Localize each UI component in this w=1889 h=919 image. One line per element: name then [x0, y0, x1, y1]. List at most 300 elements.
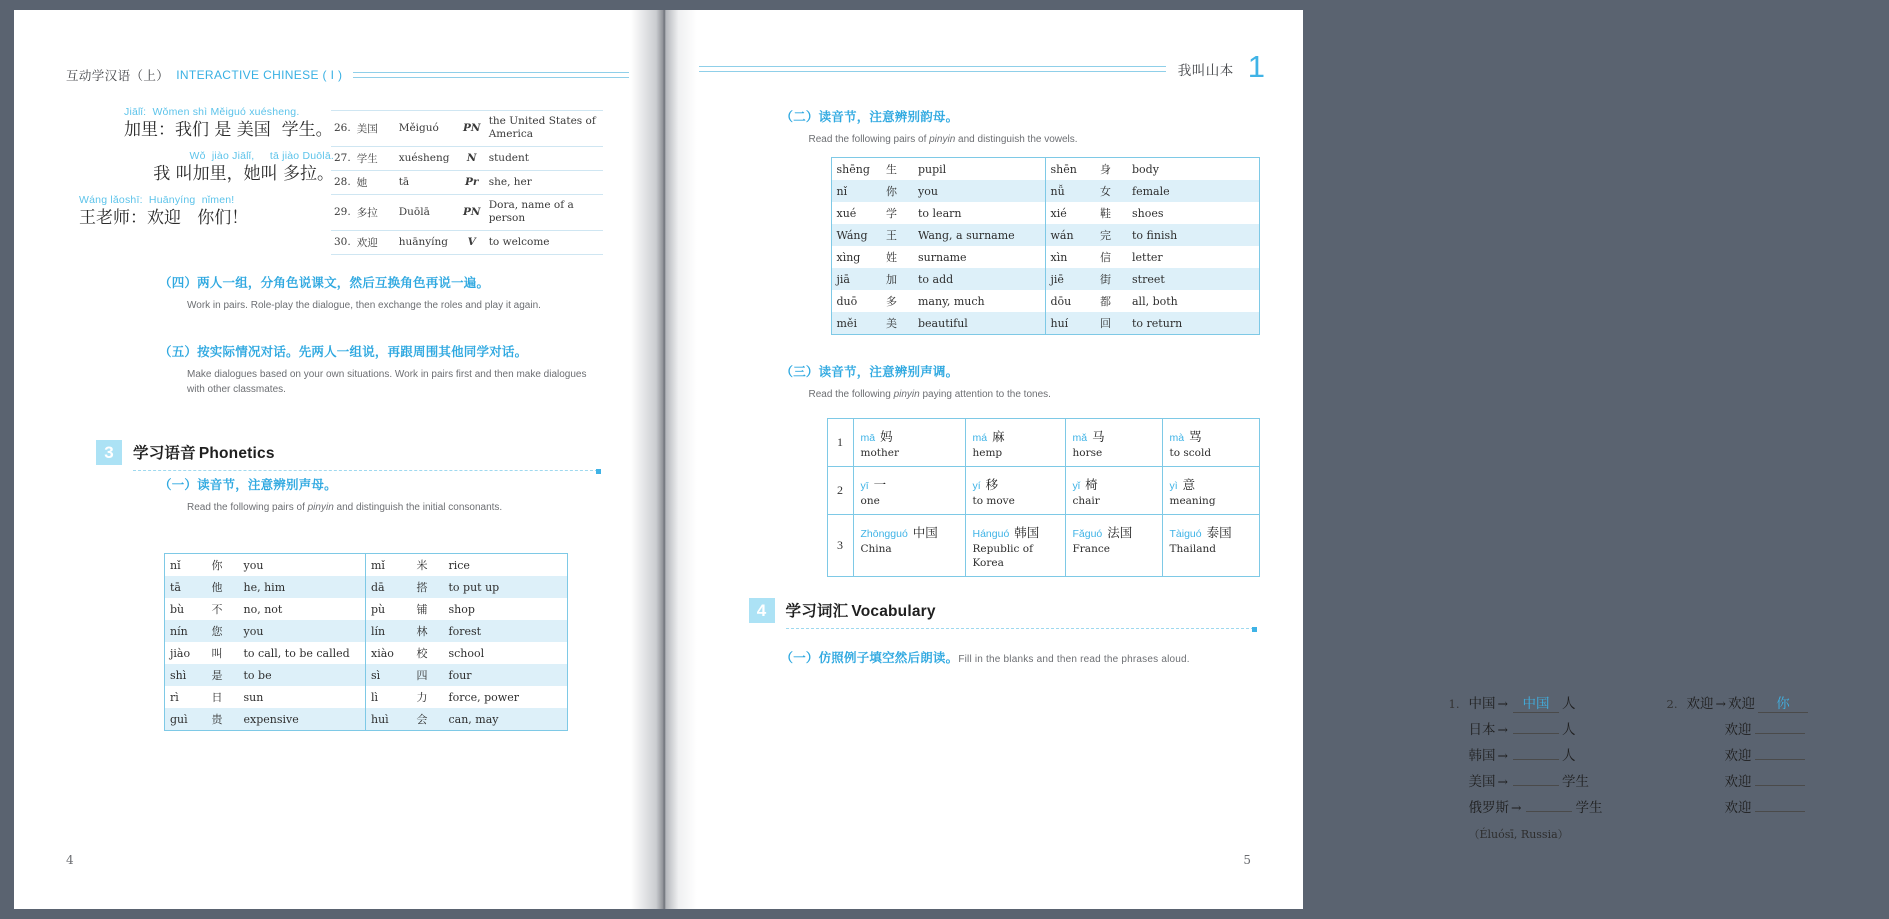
cell-english: to call, to be called	[243, 646, 350, 660]
vocabulary-table	[331, 110, 603, 255]
cell-chinese: 会	[416, 713, 428, 726]
table-row	[827, 419, 1259, 467]
tone-english: France	[1072, 543, 1110, 556]
fill-blank[interactable]	[1513, 733, 1559, 734]
tone-cell	[965, 419, 1065, 467]
table-row	[831, 312, 1259, 335]
list-item	[1667, 796, 1811, 822]
vocab-number: 27.	[331, 146, 354, 170]
tone-english: one	[860, 494, 880, 507]
vocab-english: student	[486, 146, 603, 170]
dialogue-line	[79, 194, 334, 230]
vocab-word: 她	[354, 170, 396, 194]
fill-column-one	[1449, 692, 1667, 842]
cell-english: letter	[1132, 250, 1163, 264]
cell-english: to be	[243, 668, 272, 682]
tone-pinyin: Tàiguó	[1169, 528, 1202, 541]
vocab-word: 学生	[354, 146, 396, 170]
header-rule	[353, 72, 628, 78]
exercise-four	[159, 274, 584, 313]
tone-cell	[1065, 515, 1162, 577]
exercise-two	[781, 108, 1251, 147]
fill-word: 俄罗斯	[1468, 800, 1509, 816]
table-row	[165, 554, 568, 577]
cell-english: beautiful	[918, 316, 968, 330]
fill-blank[interactable]	[1755, 733, 1805, 734]
arrow-icon: →	[1497, 774, 1508, 789]
vocab-english: she, her	[486, 170, 603, 194]
table-row	[331, 194, 603, 230]
vowel-table	[831, 157, 1260, 335]
cell-chinese: 都	[1100, 295, 1111, 308]
ex2-en-pre: Read the following pairs of	[808, 133, 930, 145]
exercise-three-label-en	[809, 387, 1251, 403]
cell-pinyin: tā	[170, 580, 181, 594]
cell-pinyin: lín	[366, 620, 412, 642]
cell-chinese: 姓	[886, 251, 897, 264]
fill-tail: 人	[1561, 696, 1576, 712]
arrow-icon: →	[1497, 748, 1508, 763]
section-four-title-en: Vocabulary	[851, 603, 936, 620]
cell-pinyin: duō	[836, 294, 858, 308]
table-row	[331, 111, 603, 147]
chapter-number: 1	[1247, 48, 1265, 84]
cell-english: sun	[243, 690, 264, 704]
cell-english: forest	[448, 624, 482, 638]
fill-index: 1.	[1448, 697, 1460, 711]
table-row	[165, 664, 568, 686]
vocab-pinyin: xuésheng	[396, 146, 458, 170]
tone-pinyin: mà	[1169, 432, 1185, 444]
cell-chinese: 你	[211, 559, 223, 572]
tone-cell	[965, 467, 1065, 515]
cell-chinese: 林	[416, 625, 428, 638]
tone-english: chair	[1072, 494, 1100, 507]
section-four-badge: 4	[749, 598, 775, 623]
cell-english: rice	[448, 558, 470, 572]
cell-english: many, much	[918, 294, 985, 308]
cell-chinese: 米	[416, 559, 428, 572]
vocab-number: 30.	[331, 230, 354, 254]
tone-english: Thailand	[1169, 543, 1216, 556]
ex1-en-post: and distinguish the initial consonants.	[333, 501, 503, 513]
list-item	[1449, 692, 1667, 718]
table-row	[831, 180, 1259, 202]
ex3-en-italic: pinyin	[893, 388, 920, 400]
exercise-four-label-cn: （四）两人一组，分角色说课文，然后互换角色再说一遍。	[159, 276, 490, 290]
cell-chinese: 完	[1100, 229, 1111, 242]
tone-chinese: 妈	[880, 429, 893, 444]
dialogue-pinyin: Jiālǐ: Wǒmen shì Měiguó xuésheng.	[124, 106, 300, 118]
cell-english: four	[448, 668, 472, 682]
tone-cell	[1065, 467, 1162, 515]
tone-english: Republic of Korea	[972, 543, 1033, 569]
table-row	[165, 686, 568, 708]
chapter-title-cn: 我叫山本	[1177, 63, 1234, 78]
list-item	[1667, 692, 1811, 718]
tone-chinese: 意	[1182, 477, 1196, 493]
cell-pinyin: Wáng	[836, 228, 868, 242]
fill-tail: 学生	[1575, 800, 1603, 816]
table-row	[827, 467, 1259, 515]
tone-chinese: 韩国	[1014, 525, 1040, 541]
vocab-english: the United States of America	[486, 111, 603, 147]
cell-pinyin: jiào	[170, 646, 191, 660]
cell-pinyin: xìng	[836, 250, 861, 264]
fill-word: 美国	[1468, 774, 1496, 790]
list-item	[1449, 770, 1667, 796]
tone-cell	[1162, 419, 1259, 467]
dialogue-chinese: 加里：我们 是 美国 学生。	[124, 120, 333, 141]
cell-chinese: 力	[416, 691, 428, 704]
exercise-five	[159, 343, 589, 398]
vocab-word: 美国	[354, 111, 396, 147]
tone-chinese: 麻	[992, 429, 1005, 444]
cell-english: to put up	[448, 580, 500, 594]
page-number-left: 4	[66, 853, 74, 867]
exercise-five-label-cn: （五）按实际情况对话。先两人一组说，再跟周围其他同学对话。	[159, 345, 528, 359]
consonant-table	[164, 553, 568, 731]
dialogue-line	[124, 106, 334, 142]
tone-table	[827, 418, 1260, 577]
section-four-title-cn: 学习词汇	[785, 603, 849, 620]
vocab-pos: V	[458, 230, 486, 254]
cell-chinese: 美	[886, 317, 897, 330]
fill-in-exercise	[1449, 692, 1889, 842]
cell-pinyin: shēng	[836, 162, 870, 176]
fill-word: 中国	[1468, 696, 1496, 712]
cell-english: street	[1132, 272, 1165, 286]
table-row	[831, 158, 1259, 181]
tone-chinese: 一	[873, 477, 887, 493]
tone-chinese: 法国	[1107, 525, 1133, 541]
table-row	[331, 170, 603, 194]
cell-chinese: 校	[416, 647, 428, 660]
exercise-one-label-cn: （一）读音节，注意辨别声母。	[159, 478, 337, 492]
cell-pinyin: mǐ	[366, 554, 412, 577]
cell-english: school	[448, 646, 485, 660]
section-three-title	[133, 441, 598, 463]
cell-english: to finish	[1132, 228, 1178, 242]
exercise-vocab-one-label	[781, 649, 1261, 668]
tone-row-number: 3	[827, 515, 853, 577]
fill-tail: 欢迎	[1727, 696, 1755, 712]
fill-index: 2.	[1666, 697, 1678, 711]
cell-pinyin: rì	[170, 690, 179, 704]
fill-tail: 欢迎	[1724, 800, 1752, 816]
book-title-en: INTERACTIVE CHINESE ( I )	[176, 68, 343, 82]
list-item	[1449, 718, 1667, 744]
tone-english: horse	[1072, 446, 1103, 459]
list-item	[1667, 770, 1811, 796]
vocab-pinyin: huānyíng	[396, 230, 458, 254]
section-three-rule	[133, 470, 598, 471]
table-row	[831, 202, 1259, 224]
cell-chinese: 四	[416, 669, 428, 682]
list-item	[1667, 744, 1811, 770]
cell-pinyin: měi	[836, 316, 857, 330]
table-row	[331, 230, 603, 254]
list-item	[1449, 796, 1667, 822]
cell-chinese: 多	[886, 295, 897, 308]
cell-chinese: 您	[211, 625, 223, 638]
tone-row-number: 1	[827, 419, 853, 467]
vocab-number: 28.	[331, 170, 354, 194]
ex2-en-post: and distinguish the vowels.	[955, 133, 1078, 145]
cell-pinyin: nín	[170, 624, 188, 638]
cell-chinese: 贵	[211, 713, 223, 726]
vocab-pinyin: Měiguó	[396, 111, 458, 147]
cell-english: body	[1132, 162, 1159, 176]
fill-blank[interactable]: 中国	[1513, 692, 1559, 713]
table-row	[165, 642, 568, 664]
cell-pinyin: sì	[366, 664, 412, 686]
tone-cell	[965, 515, 1065, 577]
vocab-english: to welcome	[486, 230, 603, 254]
cell-pinyin: dā	[366, 576, 412, 598]
header-rule	[699, 66, 1166, 72]
tone-pinyin: yì	[1169, 480, 1178, 493]
tone-english: to scold	[1169, 446, 1212, 459]
right-page	[659, 10, 1790, 909]
vocab-pos: PN	[458, 194, 486, 230]
tone-pinyin: má	[972, 432, 988, 444]
exercise-two-label-en	[809, 132, 1251, 148]
table-row	[831, 246, 1259, 268]
cell-english: shop	[448, 602, 475, 616]
section-three-heading	[96, 440, 598, 471]
tone-chinese: 移	[985, 477, 999, 493]
table-row	[831, 224, 1259, 246]
ex2-en-italic: pinyin	[929, 133, 956, 145]
tone-pinyin: yī	[860, 480, 869, 493]
tone-pinyin: Hánguó	[972, 528, 1010, 541]
cell-english: pupil	[918, 162, 947, 176]
tone-row-number: 2	[827, 467, 853, 515]
tone-cell	[853, 515, 965, 577]
cell-chinese: 他	[211, 581, 223, 594]
cell-english: to return	[1132, 316, 1183, 330]
tone-pinyin: Zhōngguó	[860, 528, 908, 541]
cell-chinese: 搭	[416, 581, 428, 594]
table-row	[165, 708, 568, 731]
tone-pinyin: mā	[860, 432, 876, 444]
cell-pinyin: shì	[170, 668, 187, 682]
fill-tail: 人	[1561, 722, 1576, 738]
list-item	[1449, 744, 1667, 770]
table-row	[827, 515, 1259, 577]
cell-chinese: 铺	[416, 603, 428, 616]
cell-english: no, not	[243, 602, 283, 616]
cell-chinese: 回	[1100, 317, 1111, 330]
fill-tail: 欢迎	[1724, 748, 1752, 764]
ex1-en-pre: Read the following pairs of	[187, 501, 308, 513]
dialogue-pinyin: Wǒ jiào Jiālǐ, tā jiào Duōlā.	[189, 150, 334, 163]
exercise-four-label-en: Work in pairs. Role-play the dialogue, then exchange the roles and play it again.	[187, 299, 541, 311]
fill-blank[interactable]: 你	[1758, 692, 1808, 713]
cell-pinyin: nǚ	[1045, 180, 1095, 202]
fill-blank[interactable]	[1513, 785, 1559, 786]
vocab-pinyin: tā	[396, 170, 458, 194]
tone-pinyin: Fǎguó	[1072, 528, 1103, 541]
cell-pinyin: shēn	[1045, 158, 1095, 181]
section-four-rule	[786, 628, 1254, 629]
cell-chinese: 信	[1100, 251, 1111, 264]
book-title-cn: 互动学汉语（上）	[66, 69, 170, 83]
cell-chinese: 学	[886, 207, 897, 220]
cell-english: he, him	[243, 580, 286, 594]
vocab-number: 29.	[331, 194, 354, 230]
fill-note: （Éluósī, Russia）	[1468, 828, 1569, 841]
table-row	[165, 620, 568, 642]
table-row	[831, 290, 1259, 312]
cell-english: you	[243, 558, 264, 572]
fill-tail: 学生	[1561, 774, 1589, 790]
fill-tail: 欢迎	[1724, 722, 1752, 738]
left-page-header	[66, 62, 629, 88]
fill-blank[interactable]	[1755, 785, 1805, 786]
vocab-word: 多拉	[354, 194, 396, 230]
cell-pinyin: guì	[170, 712, 188, 726]
cell-pinyin: huí	[1045, 312, 1095, 335]
ex3-en-pre: Read the following	[808, 388, 894, 400]
cell-english: you	[918, 184, 938, 198]
vocab-english: Dora, name of a person	[486, 194, 603, 230]
dialogue-block	[79, 106, 334, 231]
vocab-ex-cn: （一）仿照例子填空然后朗读。	[780, 651, 959, 665]
cell-pinyin: bù	[170, 602, 185, 616]
list-item	[1667, 718, 1811, 744]
table-row	[165, 576, 568, 598]
cell-pinyin: lì	[366, 686, 412, 708]
exercise-five-label-en: Make dialogues based on your own situations. Work in pairs first and then make dialogues with other classmates.	[187, 368, 587, 396]
cell-pinyin: nǐ	[836, 184, 848, 198]
table-row	[165, 598, 568, 620]
arrow-icon: →	[1497, 696, 1508, 711]
fill-blank[interactable]	[1755, 759, 1805, 760]
tone-cell	[1065, 419, 1162, 467]
cell-chinese: 身	[1100, 163, 1111, 176]
section-three-badge: 3	[96, 440, 122, 465]
exercise-three-label-cn: （三）读音节，注意辨别声调。	[780, 365, 959, 379]
fill-blank[interactable]	[1526, 811, 1572, 812]
tone-pinyin: yí	[972, 480, 981, 493]
vocab-pos: Pr	[458, 170, 486, 194]
tone-chinese: 马	[1092, 429, 1105, 444]
vocab-number: 26.	[331, 111, 354, 147]
cell-english: all, both	[1132, 294, 1178, 308]
tone-english: mother	[860, 446, 899, 459]
book-spread	[14, 10, 1790, 909]
cell-english: to add	[918, 272, 954, 286]
tone-cell	[853, 467, 965, 515]
section-three-title-en: Phonetics	[198, 445, 275, 462]
cell-english: force, power	[448, 690, 519, 704]
cell-english: can, may	[448, 712, 499, 726]
tone-cell	[853, 419, 965, 467]
arrow-icon: →	[1497, 722, 1508, 737]
cell-chinese: 王	[886, 229, 897, 242]
cell-pinyin: wán	[1045, 224, 1095, 246]
exercise-one-label-en	[187, 500, 589, 516]
dialogue-chinese: 我 叫加里，她叫 多拉。	[153, 164, 334, 185]
cell-chinese: 你	[886, 185, 897, 198]
vocab-pos: PN	[458, 111, 486, 147]
cell-pinyin: xué	[836, 206, 857, 220]
section-three-title-cn: 学习语音	[133, 445, 196, 462]
cell-pinyin: xié	[1045, 202, 1095, 224]
ex1-en-italic: pinyin	[307, 501, 334, 513]
vocab-word: 欢迎	[354, 230, 396, 254]
cell-english: female	[1132, 184, 1170, 198]
exercise-one	[159, 476, 589, 515]
dialogue-pinyin: Wáng lǎoshī: Huānyíng nǐmen!	[79, 194, 235, 207]
cell-pinyin: jiā	[836, 272, 850, 286]
cell-pinyin: huì	[366, 708, 412, 731]
fill-blank[interactable]	[1513, 759, 1559, 760]
cell-chinese: 是	[211, 669, 223, 682]
cell-pinyin: xìn	[1045, 246, 1095, 268]
fill-tail: 欢迎	[1724, 774, 1752, 790]
cell-english: Wang, a surname	[918, 228, 1015, 242]
tone-cell	[1162, 515, 1259, 577]
fill-word: 韩国	[1468, 748, 1496, 764]
cell-chinese: 叫	[211, 647, 223, 660]
cell-chinese: 生	[886, 163, 897, 176]
cell-pinyin: pù	[366, 598, 412, 620]
fill-column-two	[1667, 692, 1811, 842]
right-page-header	[699, 48, 1266, 90]
cell-pinyin: jiē	[1045, 268, 1095, 290]
cell-pinyin: xiào	[366, 642, 412, 664]
cell-english: expensive	[243, 712, 299, 726]
tone-chinese: 中国	[912, 525, 938, 541]
tone-english: to move	[972, 494, 1015, 507]
vocab-pos: N	[458, 146, 486, 170]
tone-chinese: 骂	[1189, 429, 1202, 444]
arrow-icon: →	[1511, 800, 1522, 815]
table-row	[831, 268, 1259, 290]
cell-pinyin: nǐ	[170, 558, 181, 572]
cell-english: surname	[918, 250, 967, 264]
vocab-ex-en: Fill in the blanks and then read the phrases aloud.	[958, 654, 1190, 665]
exercise-vocab-one	[781, 649, 1261, 668]
tone-pinyin: mǎ	[1072, 432, 1088, 444]
tone-pinyin: yǐ	[1072, 480, 1081, 493]
table-row	[331, 146, 603, 170]
page-number-right: 5	[1243, 853, 1251, 867]
cell-english: to learn	[918, 206, 962, 220]
dialogue-chinese: 王老师：欢迎 你们！	[79, 208, 249, 229]
cell-chinese: 不	[211, 603, 223, 616]
tone-chinese: 泰国	[1206, 525, 1232, 541]
fill-word: 日本	[1468, 722, 1496, 738]
tone-english: China	[860, 543, 892, 556]
ex3-en-post: paying attention to the tones.	[919, 388, 1051, 400]
cell-chinese: 街	[1100, 273, 1111, 286]
fill-word: 欢迎	[1686, 696, 1714, 712]
tone-english: meaning	[1169, 494, 1216, 507]
cell-english: shoes	[1132, 206, 1164, 220]
cell-pinyin: dōu	[1045, 290, 1095, 312]
cell-chinese: 加	[886, 273, 897, 286]
cell-chinese: 女	[1100, 185, 1111, 198]
tone-chinese: 椅	[1085, 477, 1098, 493]
arrow-icon: →	[1715, 696, 1726, 711]
left-page	[14, 10, 659, 909]
section-four-title	[786, 599, 1254, 621]
fill-blank[interactable]	[1755, 811, 1805, 812]
